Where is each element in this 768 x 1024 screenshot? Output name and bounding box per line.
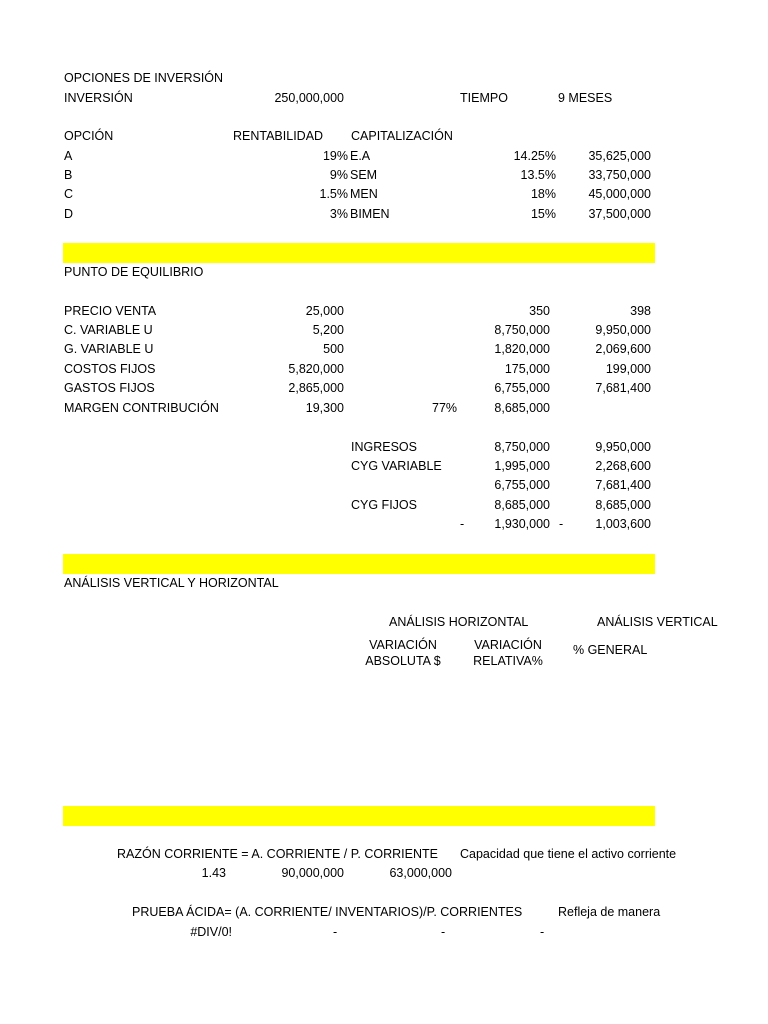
equilibrio-label: C. VARIABLE U: [64, 323, 153, 337]
tiempo-label: TIEMPO: [460, 91, 508, 105]
header-capitalizacion: CAPITALIZACIÓN: [351, 129, 453, 143]
equilibrio-label: COSTOS FIJOS: [64, 362, 156, 376]
header-opcion: OPCIÓN: [64, 129, 114, 143]
summary-col1: 1,995,000: [494, 459, 550, 473]
prueba-acida-formula: PRUEBA ÁCIDA= (A. CORRIENTE/ INVENTARIOS)/P. CORRIENTES: [132, 905, 523, 919]
section-title-analisis: ANÁLISIS VERTICAL Y HORIZONTAL: [64, 576, 279, 590]
variacion-relativa-line1: VARIACIÓN: [474, 638, 542, 652]
tasa-cell: 13.5%: [520, 168, 556, 182]
highlight-band: [63, 554, 655, 574]
equilibrio-value: 2,865,000: [288, 381, 344, 395]
equilibrio-value: 500: [323, 342, 344, 356]
prueba-acida-value: -: [333, 925, 338, 939]
summary-col1: 1,930,000: [494, 517, 550, 531]
summary-col2: 1,003,600: [595, 517, 651, 531]
summary-col2: 9,950,000: [595, 440, 651, 454]
opcion-cell: B: [64, 168, 73, 182]
summary-dash: -: [559, 517, 564, 531]
razon-corriente-formula: RAZÓN CORRIENTE = A. CORRIENTE / P. CORRIENTE: [117, 847, 438, 861]
rentabilidad-cell: 9%: [329, 168, 348, 182]
summary-col1: 6,755,000: [494, 478, 550, 492]
valor-cell: 35,625,000: [588, 149, 651, 163]
header-rentabilidad: RENTABILIDAD: [233, 129, 324, 143]
variacion-relativa-line2: RELATIVA%: [473, 654, 543, 668]
capitalizacion-cell: SEM: [350, 168, 378, 182]
prueba-acida-description: Refleja de manera: [558, 905, 661, 919]
variacion-absoluta-line1: VARIACIÓN: [369, 638, 437, 652]
equilibrio-col1: 6,755,000: [494, 381, 550, 395]
prueba-acida-value: -: [441, 925, 446, 939]
summary-col1: 8,750,000: [494, 440, 550, 454]
summary-dash: -: [460, 517, 465, 531]
valor-cell: 45,000,000: [588, 187, 651, 201]
equilibrio-value: 5,200: [312, 323, 344, 337]
opcion-cell: D: [64, 207, 74, 221]
equilibrio-col2: 398: [630, 304, 651, 318]
inversion-value: 250,000,000: [274, 91, 344, 105]
equilibrio-col1: 175,000: [504, 362, 550, 376]
summary-col1: 8,685,000: [494, 498, 550, 512]
equilibrio-col2: 7,681,400: [595, 381, 651, 395]
tasa-cell: 14.25%: [513, 149, 556, 163]
equilibrio-label: PRECIO VENTA: [64, 304, 157, 318]
opcion-cell: A: [64, 149, 73, 163]
equilibrio-col2: 2,069,600: [595, 342, 651, 356]
summary-label: CYG FIJOS: [351, 498, 417, 512]
rentabilidad-cell: 3%: [329, 207, 348, 221]
inversion-label: INVERSIÓN: [64, 91, 133, 105]
variacion-absoluta-line2: ABSOLUTA $: [365, 654, 441, 668]
razon-corriente-description: Capacidad que tiene el activo corriente: [460, 847, 677, 861]
razon-corriente-result: 1.43: [201, 866, 226, 880]
prueba-acida-value: -: [540, 925, 545, 939]
highlight-band: [63, 243, 655, 263]
equilibrio-col2: 9,950,000: [595, 323, 651, 337]
capitalizacion-cell: MEN: [350, 187, 378, 201]
tasa-cell: 18%: [530, 187, 556, 201]
razon-corriente-pasivo: 63,000,000: [389, 866, 452, 880]
capitalizacion-cell: E.A: [350, 149, 371, 163]
equilibrio-value: 25,000: [305, 304, 344, 318]
rentabilidad-cell: 19%: [322, 149, 348, 163]
highlight-band: [63, 806, 655, 826]
prueba-acida-result: #DIV/0!: [190, 925, 232, 939]
section-title-opciones: OPCIONES DE INVERSIÓN: [64, 71, 224, 85]
equilibrio-value: 5,820,000: [288, 362, 344, 376]
summary-col2: 8,685,000: [595, 498, 651, 512]
opcion-cell: C: [64, 187, 74, 201]
summary-label: INGRESOS: [351, 440, 417, 454]
equilibrio-label: MARGEN CONTRIBUCIÓN: [64, 401, 219, 415]
equilibrio-col1: 350: [529, 304, 550, 318]
equilibrio-col1: 1,820,000: [494, 342, 550, 356]
rentabilidad-cell: 1.5%: [319, 187, 348, 201]
summary-col2: 7,681,400: [595, 478, 651, 492]
equilibrio-col1: 8,685,000: [494, 401, 550, 415]
analisis-horizontal-header: ANÁLISIS HORIZONTAL: [389, 615, 529, 629]
equilibrio-label: G. VARIABLE U: [64, 342, 154, 356]
valor-cell: 37,500,000: [588, 207, 651, 221]
equilibrio-value: 19,300: [305, 401, 344, 415]
equilibrio-col2: 199,000: [605, 362, 651, 376]
porcentaje-general: % GENERAL: [573, 643, 648, 657]
summary-label: CYG VARIABLE: [351, 459, 442, 473]
capitalizacion-cell: BIMEN: [350, 207, 390, 221]
section-title-equilibrio: PUNTO DE EQUILIBRIO: [64, 265, 204, 279]
valor-cell: 33,750,000: [588, 168, 651, 182]
razon-corriente-activo: 90,000,000: [281, 866, 344, 880]
equilibrio-label: GASTOS FIJOS: [64, 381, 155, 395]
analisis-vertical-header: ANÁLISIS VERTICAL: [597, 615, 718, 629]
tasa-cell: 15%: [530, 207, 556, 221]
summary-col2: 2,268,600: [595, 459, 651, 473]
margen-percent: 77%: [432, 401, 458, 415]
equilibrio-col1: 8,750,000: [494, 323, 550, 337]
tiempo-value: 9 MESES: [558, 91, 613, 105]
